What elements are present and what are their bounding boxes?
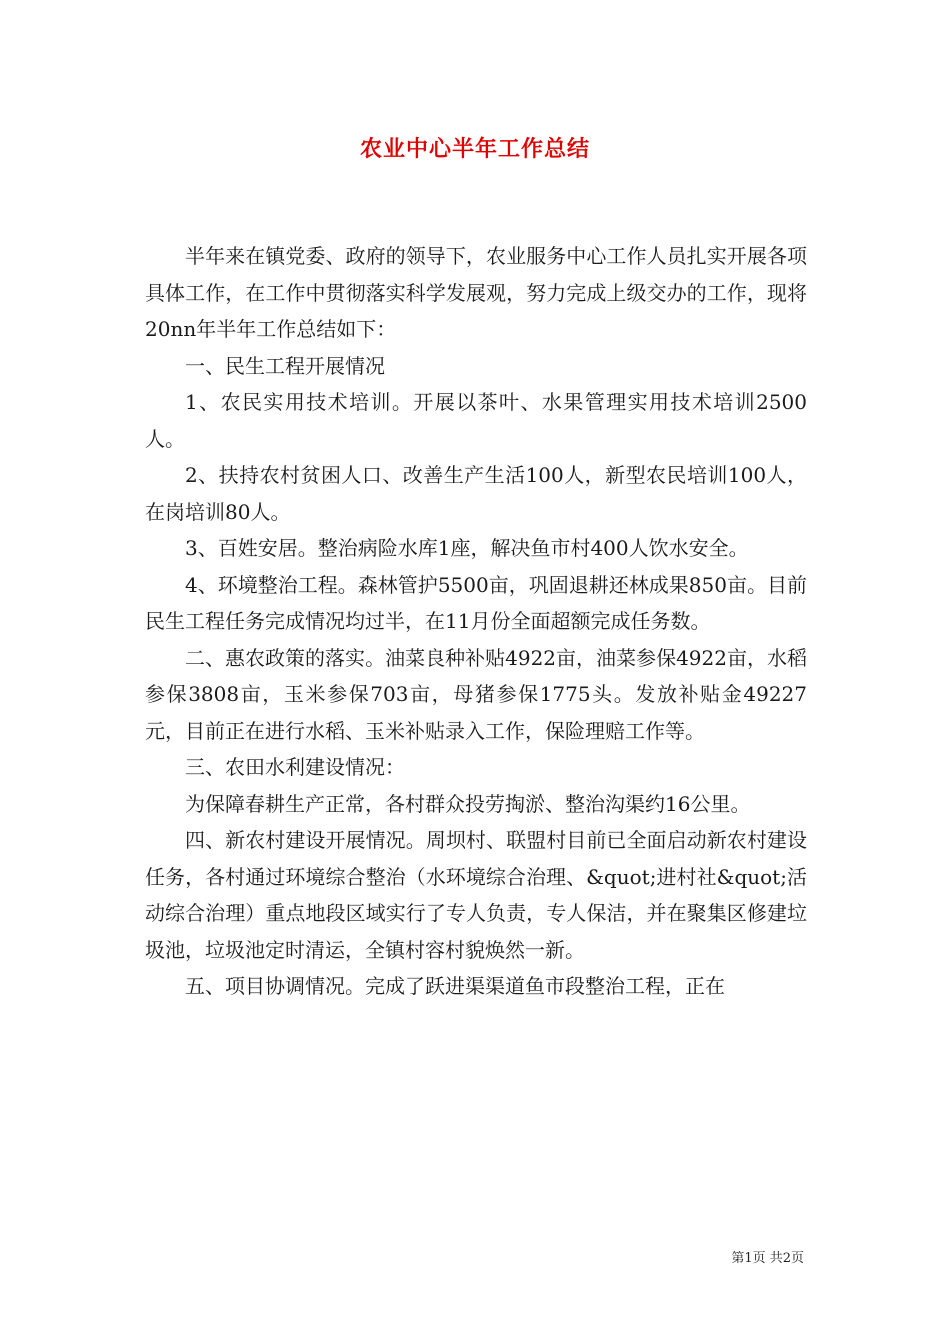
- paragraph-intro: 半年来在镇党委、政府的领导下，农业服务中心工作人员扎实开展各项具体工作，在工作中贯彻落实科学发展观，努力完成上级交办的工作，现将20nn年半年工作总结如下：: [145, 244, 807, 341]
- paragraph-section-3-heading: 三、农田水利建设情况：: [185, 755, 405, 779]
- paragraph-section-4: 四、新农村建设开展情况。周坝村、联盟村目前已全面启动新农村建设任务，各村通过环境综合整治（水环境综合治理、&quot;进村社&quot;活动综合治理）重点地段区域实行了专人负责，专人保洁，并在聚集区修建垃圾池，垃圾池定时清运，全镇村容村貌焕然一新。: [145, 828, 807, 962]
- paragraph-item-1: 1、农民实用技术培训。开展以茶叶、水果管理实用技术培训2500人。: [145, 390, 807, 451]
- document-title: 农业中心半年工作总结: [359, 136, 590, 162]
- paragraph-item-4: 4、环境整治工程。森林管护5500亩，巩固退耕还林成果850亩。目前民生工程任务完成情况均过半，在11月份全面超额完成任务数。: [145, 572, 807, 633]
- paragraph-section-2: 二、惠农政策的落实。油菜良种补贴4922亩，油菜参保4922亩，水稻参保3808亩，玉米参保703亩，母猪参保1775头。发放补贴金49227元，目前正在进行水稻、玉米补贴录入工作，保险理赔工作等。: [145, 645, 807, 743]
- paragraph-section-1-heading: 一、民生工程开展情况: [185, 353, 385, 378]
- page-number-footer: 第1页 共2页: [731, 1251, 804, 1266]
- paragraph-item-3: 3、百姓安居。整治病险水库1座，解决鱼市村400人饮水安全。: [185, 536, 749, 560]
- paragraph-section-3-body: 为保障春耕生产正常，各村群众投劳掏淤、整治沟渠约16公里。: [185, 791, 751, 816]
- document-body: [145, 238, 807, 1005]
- paragraph-section-5: 五、项目协调情况。完成了跃进渠渠道鱼市段整治工程，正在: [185, 974, 725, 998]
- paragraph-item-2: 2、扶持农村贫困人口、改善生产生活100人，新型农民培训100人，在岗培训80人。: [145, 463, 807, 524]
